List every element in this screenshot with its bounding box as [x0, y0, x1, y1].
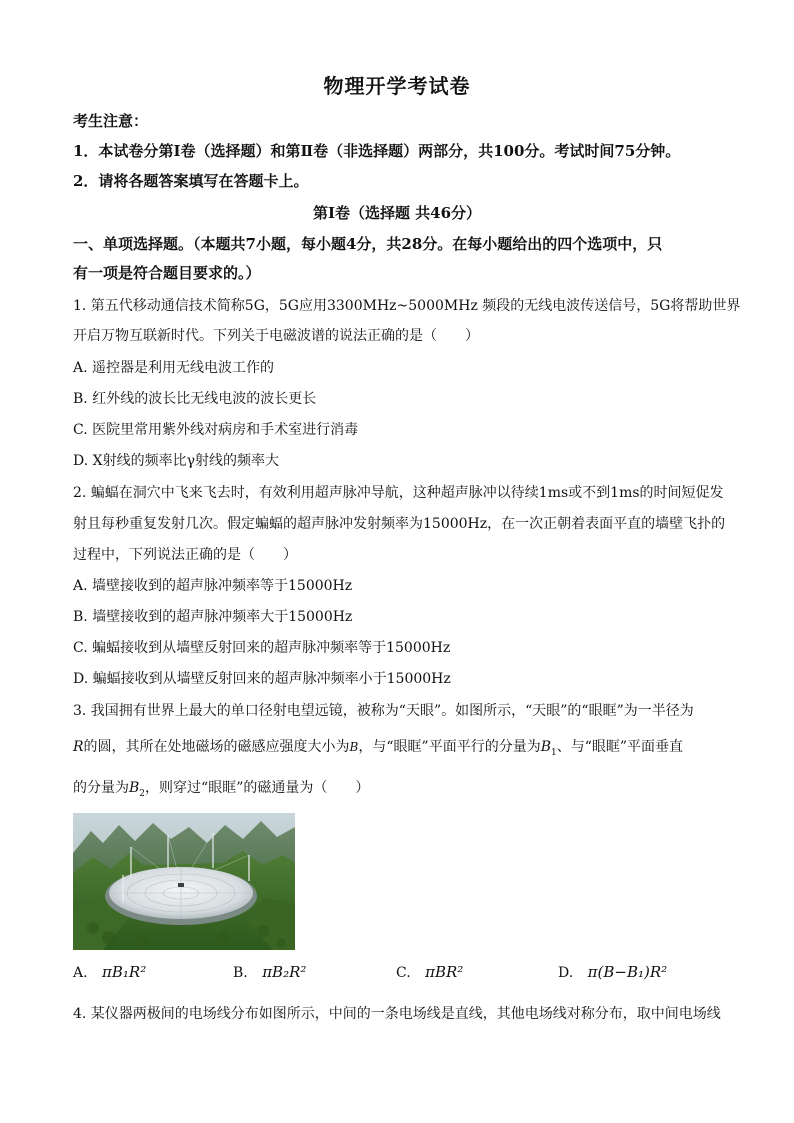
q3-text-segment: 的分量为	[73, 780, 129, 796]
option-label: A.	[73, 965, 88, 981]
q3-subscript: 2	[139, 788, 146, 799]
q1-option-d: D. X射线的频率比γ射线的频率大	[73, 453, 279, 469]
section-heading-line-1: 一、单项选择题。（本题共7小题，每小题4分，共28分。在每小题给出的四个选项中，只	[73, 235, 663, 253]
q2-option-d: D. 蝙蝠接收到从墙壁反射回来的超声脉冲频率小于15000Hz	[73, 671, 451, 687]
q2-stem-line-3: 过程中，下列说法正确的是（ ）	[73, 547, 297, 563]
q3-stem-line-3	[73, 778, 369, 804]
q3-option-b	[233, 963, 306, 981]
option-expression: πB₁R²	[102, 963, 147, 981]
q3-text-segment: 、与“眼眶”平面垂直	[556, 739, 684, 755]
q4-stem-line-1: 4. 某仪器两极间的电场线分布如图所示，中间的一条电场线是直线，其他电场线对称分布，取中间电场线	[73, 1006, 721, 1022]
q3-stem-line-2	[73, 737, 683, 763]
q2-option-b: B. 墙壁接收到的超声脉冲频率大于15000Hz	[73, 609, 353, 625]
q3-text-segment: ，与“眼眶”平面平行的分量为	[358, 739, 541, 755]
notice-item-2: 2．请将各题答案填写在答题卡上。	[73, 172, 309, 190]
q3-option-a	[73, 963, 146, 981]
q3-subscript: 1	[551, 747, 557, 758]
q1-stem-line-2: 开启万物互联新时代。下列关于电磁波谱的说法正确的是（ ）	[73, 328, 479, 344]
q3-symbol-b2: B	[129, 780, 140, 796]
q3-text-segment: 的圆，其所在处地磁场的磁感应强度大小为	[83, 739, 350, 755]
q3-text-segment: ，则穿过“眼眶”的磁通量为（ ）	[145, 780, 370, 796]
q1-option-a: A. 遥控器是利用无线电波工作的	[73, 360, 275, 376]
notice-heading: 考生注意：	[73, 112, 149, 130]
q1-option-c: C. 医院里常用紫外线对病房和手术室进行消毒	[73, 422, 359, 438]
q3-option-d	[558, 963, 667, 981]
q3-option-c	[396, 963, 463, 981]
page-title: 物理开学考试卷	[323, 74, 471, 98]
q1-stem-line-1: 1. 第五代移动通信技术简称5G，5G应用3300MHz~5000MHz 频段的无线电波传送信号，5G将帮助世界	[73, 298, 741, 314]
q1-option-b: B. 红外线的波长比无线电波的波长更长	[73, 391, 317, 407]
q2-option-c: C. 蝙蝠接收到从墙壁反射回来的超声脉冲频率等于15000Hz	[73, 640, 451, 656]
option-expression: πB₂R²	[262, 963, 307, 981]
option-label: C.	[396, 965, 411, 981]
telescope-photo	[73, 813, 295, 950]
q2-stem-line-2: 射且每秒重复发射几次。假定蝙蝠的超声脉冲发射频率为15000Hz，在一次正朝着表面平直的墙壁飞扑的	[73, 516, 726, 532]
q3-symbol-b: B	[349, 740, 359, 754]
notice-item-1: 1．本试卷分第Ⅰ卷（选择题）和第Ⅱ卷（非选择题）两部分，共100分。考试时间75分钟。	[73, 142, 681, 160]
section-heading-line-2: 有一项是符合题目要求的。）	[73, 264, 261, 282]
option-label: D.	[558, 965, 574, 981]
q3-stem-line-1: 3. 我国拥有世界上最大的单口径射电望远镜，被称为“天眼”。如图所示，“天眼”的“眼眶”为一半径为	[73, 703, 694, 719]
q2-option-a: A. 墙壁接收到的超声脉冲频率等于15000Hz	[73, 578, 353, 594]
q2-stem-line-1: 2. 蝙蝠在洞穴中飞来飞去时，有效利用超声脉冲导航，这种超声脉冲以待续1ms或不到1ms的时间短促发	[73, 485, 724, 501]
option-expression: π(B−B₁)R²	[587, 963, 668, 981]
option-label: B.	[233, 965, 248, 981]
q3-options	[73, 963, 753, 987]
option-expression: πBR²	[425, 963, 464, 981]
section-title: 第Ⅰ卷（选择题 共46分）	[312, 204, 482, 222]
q3-symbol-b1: B	[540, 739, 551, 755]
q3-symbol-r: R	[73, 739, 84, 755]
